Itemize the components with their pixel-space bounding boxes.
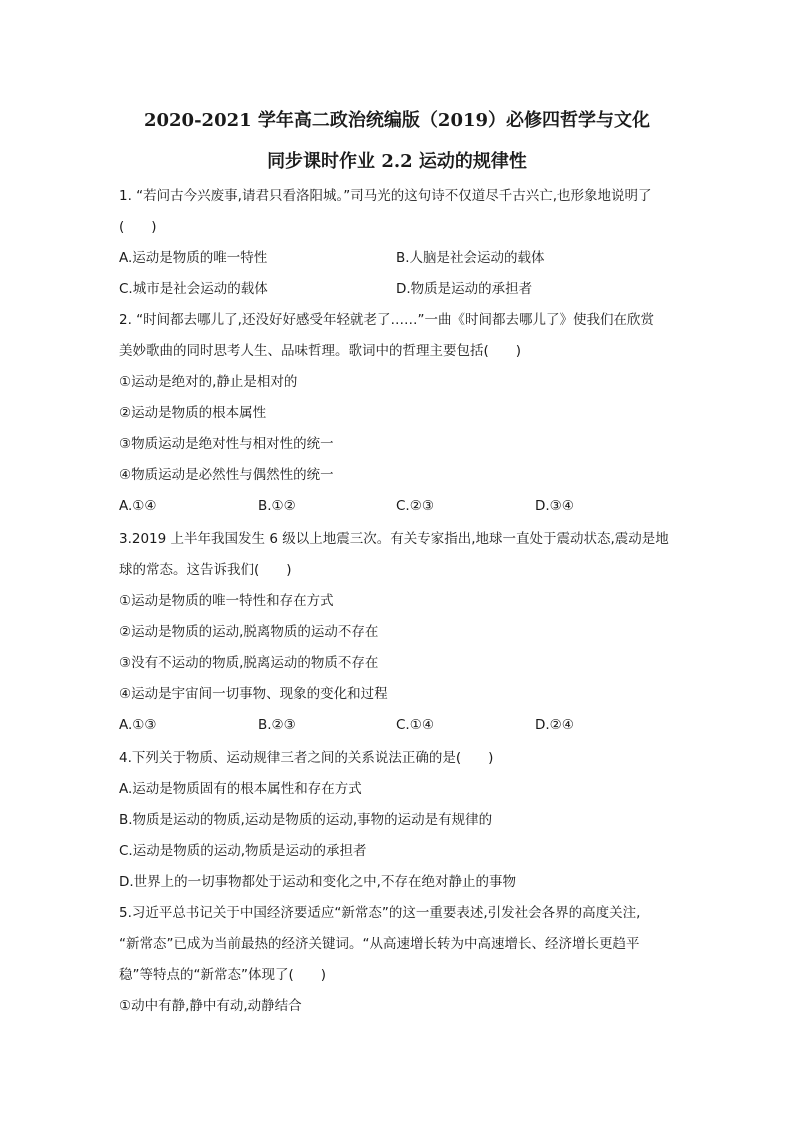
q4-option-c: C.运动是物质的运动,物质是运动的承担者: [119, 843, 367, 859]
q4-option-a: A.运动是物质固有的根本属性和存在方式: [119, 781, 362, 797]
document-title-line1: 2020-2021 学年高二政治统编版（2019）必修四哲学与文化: [143, 110, 651, 131]
q3-option-b: B.②③: [258, 717, 296, 733]
q2-stem-line1: 2. “时间都去哪儿了,还没好好感受年轻就老了……”一曲《时间都去哪儿了》使我们在欣赏: [119, 312, 654, 328]
q3-option-c: C.①④: [396, 717, 434, 733]
document-title-line2: 同步课时作业 2.2 运动的规律性: [267, 151, 527, 172]
q3-option-d: D.②④: [535, 717, 574, 733]
q1-option-d: D.物质是运动的承担者: [396, 281, 533, 297]
q1-option-b: B.人脑是社会运动的载体: [396, 250, 545, 266]
q2-item-2: ②运动是物质的根本属性: [119, 405, 267, 421]
q4-stem-line1: 4.下列关于物质、运动规律三者之间的关系说法正确的是( ): [119, 750, 494, 766]
q1-stem-line2: ( ): [119, 219, 157, 235]
q5-stem-line1: 5.习近平总书记关于中国经济要适应“新常态”的这一重要表述,引发社会各界的高度关注,: [119, 905, 641, 921]
q1-option-a: A.运动是物质的唯一特性: [119, 250, 268, 266]
q4-option-d: D.世界上的一切事物都处于运动和变化之中,不存在绝对静止的事物: [119, 874, 516, 890]
q1-stem-line1: 1. “若问古今兴废事,请君只看洛阳城。”司马光的这句诗不仅道尽千古兴亡,也形象地说明了: [119, 188, 652, 204]
q3-item-4: ④运动是宇宙间一切事物、现象的变化和过程: [119, 686, 388, 702]
q2-item-1: ①运动是绝对的,静止是相对的: [119, 374, 298, 390]
q5-item-1: ①动中有静,静中有动,动静结合: [119, 998, 302, 1014]
q2-item-4: ④物质运动是必然性与偶然性的统一: [119, 467, 334, 483]
q2-option-d: D.③④: [535, 498, 574, 514]
q5-stem-line3: 稳”等特点的“新常态”体现了( ): [119, 967, 327, 983]
q1-option-c: C.城市是社会运动的载体: [119, 281, 268, 297]
q2-option-c: C.②③: [396, 498, 434, 514]
q3-item-3: ③没有不运动的物质,脱离运动的物质不存在: [119, 655, 379, 671]
q3-item-1: ①运动是物质的唯一特性和存在方式: [119, 593, 334, 609]
q2-stem-line2: 美妙歌曲的同时思考人生、品味哲理。歌词中的哲理主要包括( ): [119, 343, 522, 359]
q2-option-b: B.①②: [258, 498, 296, 514]
q5-stem-line2: “新常态”已成为当前最热的经济关键词。“从高速增长转为中高速增长、经济增长更趋平: [119, 936, 640, 952]
q2-option-a: A.①④: [119, 498, 157, 514]
q3-stem-line1: 3.2019 上半年我国发生 6 级以上地震三次。有关专家指出,地球一直处于震动状态,震动是地: [119, 531, 669, 547]
q4-option-b: B.物质是运动的物质,运动是物质的运动,事物的运动是有规律的: [119, 812, 493, 828]
q2-item-3: ③物质运动是绝对性与相对性的统一: [119, 436, 334, 452]
q3-option-a: A.①③: [119, 717, 157, 733]
q3-item-2: ②运动是物质的运动,脱离物质的运动不存在: [119, 624, 379, 640]
q3-stem-line2: 球的常态。这告诉我们( ): [119, 562, 292, 578]
